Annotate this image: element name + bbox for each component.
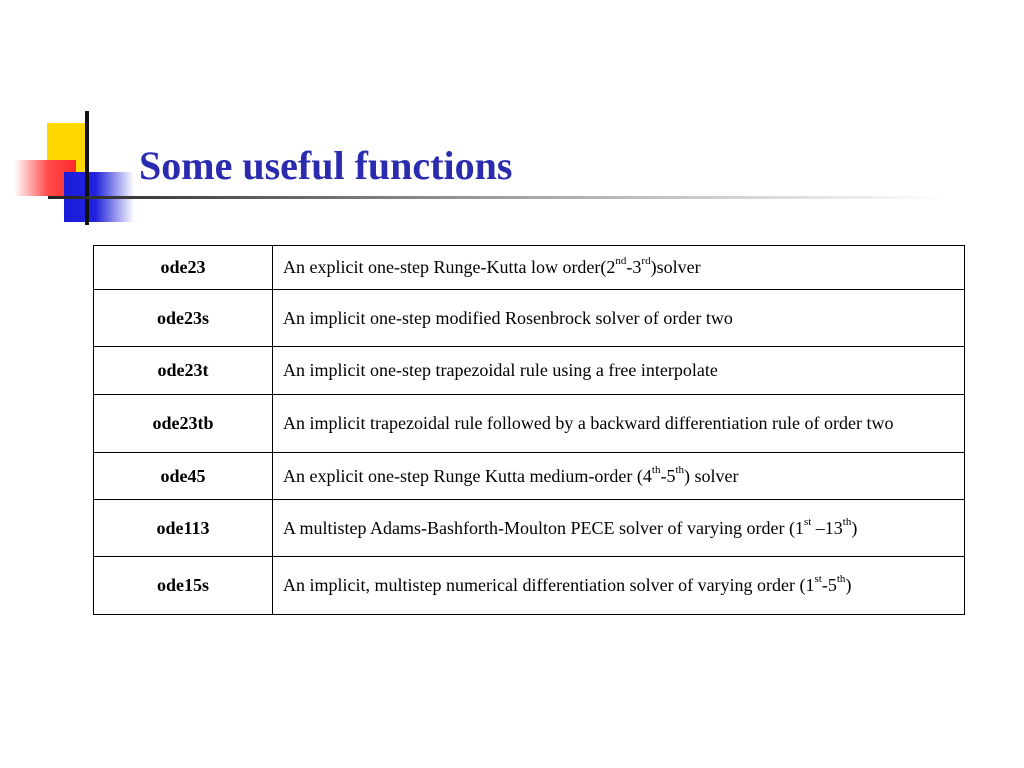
function-name: ode23tb — [94, 395, 273, 453]
function-name: ode23 — [94, 246, 273, 290]
superscript: th — [675, 463, 685, 476]
slide-title: Some useful functions — [139, 143, 513, 188]
function-name: ode23s — [94, 290, 273, 347]
superscript: th — [836, 573, 846, 585]
table-row — [94, 453, 965, 500]
decorative-vertical-line — [85, 111, 89, 225]
function-name: ode15s — [94, 557, 273, 615]
function-description: An explicit one-step Runge-Kutta low order(2nd-3rd)solver — [273, 246, 965, 290]
function-name: ode113 — [94, 500, 273, 557]
function-name: ode45 — [94, 453, 273, 500]
superscript: rd — [641, 255, 651, 267]
function-description: An implicit, multistep numerical differentiation solver of varying order (1st-5th) — [273, 557, 965, 615]
superscript: th — [842, 515, 852, 528]
superscript: st — [814, 573, 822, 585]
table-row — [94, 500, 965, 557]
function-description: A multistep Adams-Bashforth-Moulton PECE solver of varying order (1st –13th) — [273, 500, 965, 557]
superscript: st — [803, 515, 812, 528]
superscript: th — [651, 463, 661, 476]
superscript: nd — [615, 255, 627, 267]
function-description: An explicit one-step Runge Kutta medium-order (4th-5th) solver — [273, 453, 965, 500]
table-row — [94, 290, 965, 347]
title-underline — [48, 196, 948, 199]
table-row — [94, 246, 965, 290]
functions-table — [93, 245, 965, 615]
table-row — [94, 347, 965, 395]
function-description: An implicit trapezoidal rule followed by a backward differentiation rule of order two — [273, 395, 965, 453]
function-description: An implicit one-step trapezoidal rule using a free interpolate — [273, 347, 965, 395]
table-row — [94, 557, 965, 615]
function-name: ode23t — [94, 347, 273, 395]
function-description: An implicit one-step modified Rosenbrock solver of order two — [273, 290, 965, 347]
table-row — [94, 395, 965, 453]
